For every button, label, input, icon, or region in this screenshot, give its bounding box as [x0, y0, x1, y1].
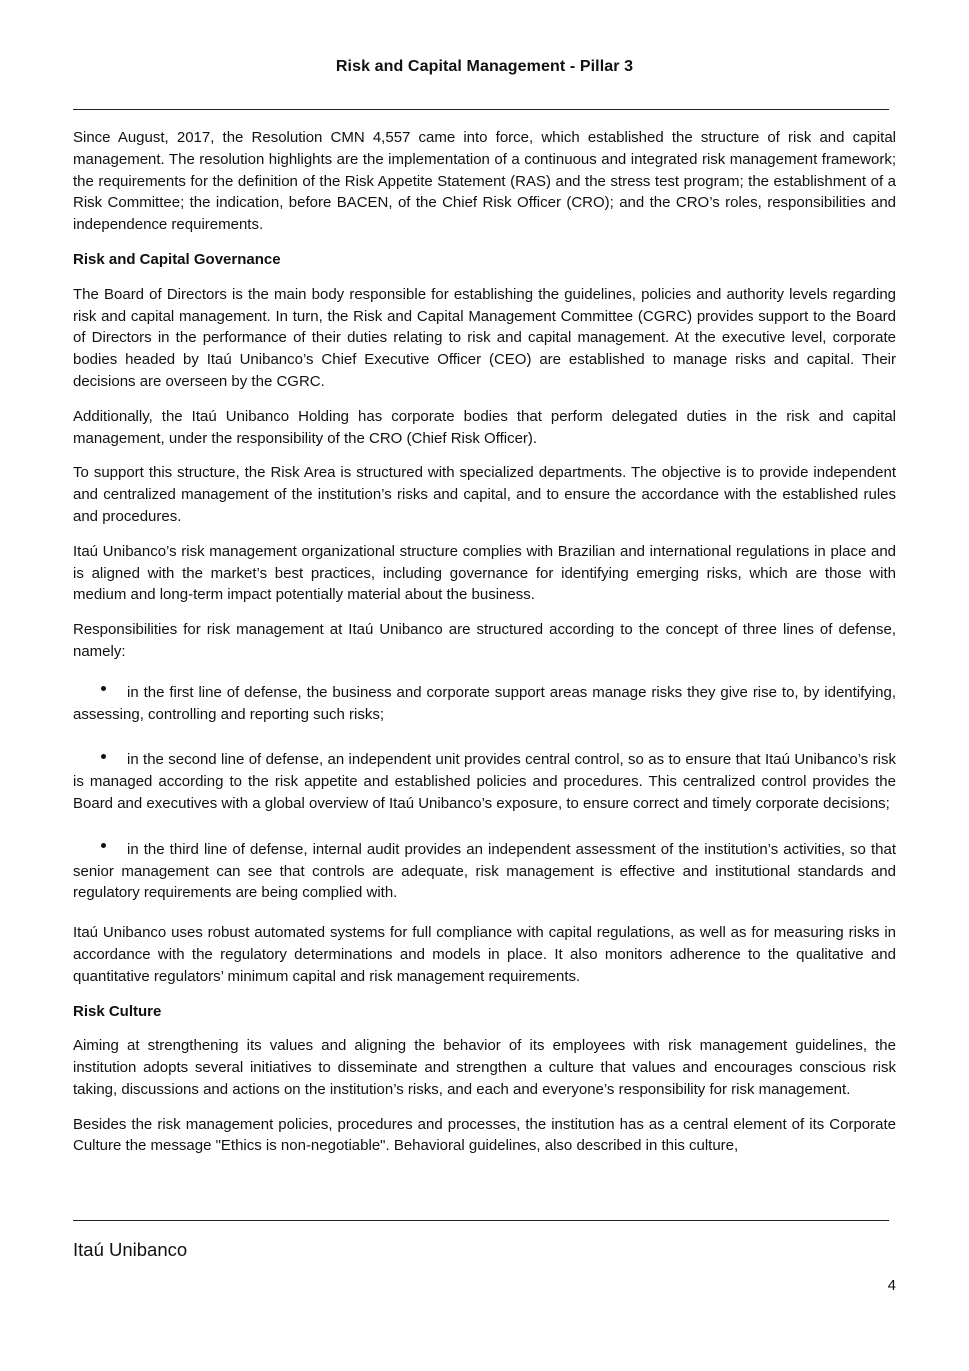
culture-paragraph-1: Aiming at strengthening its values and aligning the behavior of its employees with risk management guidelines, the institution adopts several initiatives to disseminate and strengthen a culture that values and encourages conscious risk taking, discussions and actions on the institution’s risks, and each and everyone’s responsibility for risk management.	[73, 1037, 896, 1098]
section-heading-governance: Risk and Capital Governance	[73, 250, 281, 268]
header-divider	[73, 109, 889, 110]
governance-paragraph-2: Additionally, the Itaú Unibanco Holding has corporate bodies that perform delegated duties in the risk and capital management, under the responsibility of the CRO (Chief Risk Officer).	[73, 407, 896, 447]
page-content	[73, 127, 896, 1170]
bullet-text: in the third line of defense, internal audit provides an independent assessment of the institution’s activities, so that senior management can see that controls are adequate, risk management is effective and institutional standards and regulatory requirements are being complied with.	[73, 840, 896, 902]
governance-paragraph-6: Itaú Unibanco uses robust automated systems for full compliance with capital regulations, as well as for measuring risks in accordance with the regulatory determinations and models in place. It also monitors adherence to the qualitative and quantitative regulators’ minimum capital and risk management requirements.	[73, 924, 896, 985]
page-header-title: Risk and Capital Management - Pillar 3	[335, 58, 634, 75]
bullet-dot-icon	[101, 843, 106, 848]
bullet-text: in the first line of defense, the business and corporate support areas manage risks they give rise to, by identifying, assessing, controlling and reporting such risks;	[73, 683, 896, 723]
governance-paragraph-3: To support this structure, the Risk Area is structured with specialized departments. The objective is to provide independent and centralized management of the institution’s risks and capital, and to ensure the accordance with the established rules and procedures.	[73, 464, 896, 525]
bullet-text: in the second line of defense, an independent unit provides central control, so as to ensure that Itaú Unibanco’s risk is managed according to the risk appetite and established policies and procedures. This centralized control provides the Board and executives with a global overview of Itaú Unibanco’s exposure, to ensure correct and timely corporate decisions;	[73, 751, 896, 812]
governance-paragraph-1: The Board of Directors is the main body responsible for establishing the guidelines, policies and authority levels regarding risk and capital management. In turn, the Risk and Capital Management Committee (CGRC) provides support to the Board of Directors in the performance of their duties relating to risk and capital management. At the executive level, corporate bodies headed by Itaú Unibanco’s Chief Executive Officer (CEO) are established to manage risks and capital. Their decisions are overseen by the CGRC.	[73, 285, 896, 390]
bullet-dot-icon	[101, 754, 106, 759]
section-heading-risk-culture: Risk Culture	[73, 1002, 162, 1020]
culture-paragraph-2: Besides the risk management policies, procedures and processes, the institution has as a central element of its Corporate Culture the message "Ethics is non-negotiable". Behavioral guidelines, also described in this culture,	[73, 1115, 896, 1155]
bullet-item-second-line	[73, 743, 896, 814]
page-number: 4	[887, 1277, 896, 1294]
bullet-dot-icon	[101, 686, 106, 691]
footer-divider	[73, 1220, 889, 1221]
footer-brand: Itaú Unibanco	[73, 1239, 188, 1260]
intro-paragraph: Since August, 2017, the Resolution CMN 4,557 came into force, which established the structure of risk and capital management. The resolution highlights are the implementation of a continuous and integrated risk management framework; the requirements for the definition of the Risk Appetite Statement (RAS) and the stress test program; the establishment of a Risk Committee; the indication, before BACEN, of the Chief Risk Officer (CRO); and the CRO’s roles, responsibilities and independence requirements.	[73, 129, 896, 234]
bullet-item-third-line	[73, 833, 896, 904]
bullet-item-first-line	[73, 676, 896, 726]
governance-paragraph-5: Responsibilities for risk management at Itaú Unibanco are structured according to the concept of three lines of defense, namely:	[73, 621, 896, 660]
governance-paragraph-4: Itaú Unibanco’s risk management organizational structure complies with Brazilian and international regulations in place and is aligned with the market’s best practices, including governance for identifying emerging risks, which are those with medium and long-term impact potentially material about the business.	[73, 542, 896, 604]
